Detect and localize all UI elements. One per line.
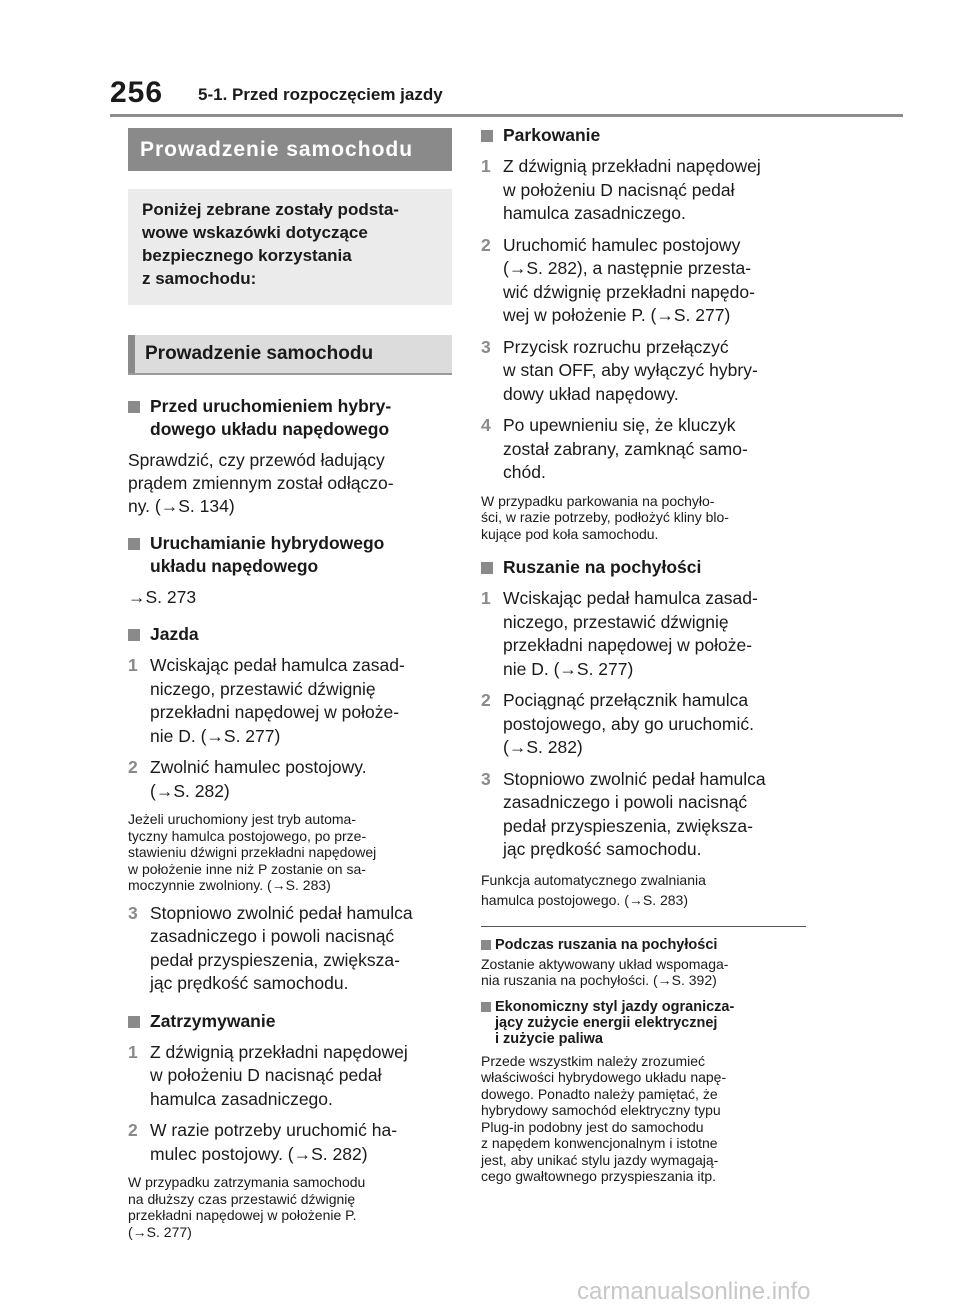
info-title: Podczas ruszania na pochyłości (495, 936, 718, 953)
square-bullet-icon (128, 1016, 140, 1028)
step-number: 2 (481, 234, 491, 255)
step-text: Po upewnieniu się, że kluczyk został zabrany, zamknąć samo- chód. (503, 415, 748, 482)
step-number: 3 (481, 768, 491, 789)
info-heading (481, 937, 806, 953)
step-number: 1 (481, 156, 491, 176)
step-item (128, 902, 452, 996)
subsection-heading: Prowadzenie samochodu (128, 335, 452, 373)
section-heading (128, 1010, 452, 1033)
step-number: 3 (481, 336, 491, 357)
step-number: 1 (128, 1041, 138, 1062)
left-column (128, 126, 452, 1240)
section-heading (128, 532, 452, 578)
intro-box: Poniżej zebrane zostały podsta- wowe wskazówki dotyczące bezpiecznego korzystania z samochodu: (128, 189, 452, 305)
step-text: Z dźwignią przekładni napędowej w położeniu D nacisnąć pedał hamulca zasadniczego. (503, 156, 761, 223)
subsection-divider (128, 373, 452, 375)
section-title: Jazda (150, 624, 199, 644)
page-number: 256 (110, 76, 164, 109)
info-text: Zostanie aktywowany układ wspomaga- nia ruszania na pochyłości. (→S. 392) (481, 955, 729, 988)
section-heading (128, 395, 452, 441)
step-number: 2 (128, 757, 138, 777)
header-divider (110, 114, 903, 117)
square-bullet-icon (481, 562, 493, 574)
step-text: Stopniowo zwolnić pedał hamulca zasadniczego i powoli nacisnąć pedał przyspieszenia, zwiększa- jąc prędkość samochodu. (150, 902, 413, 993)
square-bullet-icon (128, 538, 140, 550)
step-item (481, 414, 806, 485)
info-title: Ekonomiczny styl jazdy ogranicza- jący zużycie energii elektrycznej i zużycie paliwa (495, 998, 735, 1047)
note-text: W przypadku zatrzymania samochodu na dłuższy czas przestawić dźwignię przekładni napędowej w położenie P. (→S. 277) (128, 1174, 366, 1240)
step-item (481, 689, 806, 760)
step-item (481, 587, 806, 681)
section-title: Przed uruchomieniem hybry- dowego układu napędowego (150, 396, 392, 439)
step-text: Przycisk rozruchu przełączyć w stan OFF, aby wyłączyć hybry- dowy układ napędowy. (503, 336, 758, 404)
square-bullet-icon (481, 940, 491, 950)
section-heading (481, 556, 806, 579)
step-text: Pociągnąć przełącznik hamulca postojowego, aby go uruchomić. (→S. 282) (503, 690, 754, 757)
step-text: Z dźwignią przekładni napędowej w położeniu D nacisnąć pedał hamulca zasadniczego. (150, 1041, 408, 1109)
step-text: Stopniowo zwolnić pedał hamulca zasadniczego i powoli nacisnąć pedał przyspieszenia, zwiększa- jąc prędkość samochodu. (503, 768, 766, 859)
step-item (128, 654, 452, 748)
step-item (481, 768, 806, 862)
note-text: W przypadku parkowania na pochyło- ści, w razie potrzeby, podłożyć kliny blo- kujące pod koła samochodu. (481, 492, 729, 542)
page-reference: →S. 273 (128, 587, 197, 607)
step-item (481, 336, 806, 407)
step-text: Uruchomić hamulec postojowy (→S. 282), a następnie przesta- wić dźwignię przekładni napędo- wej w położenie P. (→S. 277) (503, 234, 755, 325)
step-number: 2 (128, 1120, 138, 1140)
step-number: 2 (481, 690, 491, 710)
step-text: W razie potrzeby uruchomić ha- mulec postojowy. (→S. 282) (150, 1120, 398, 1164)
note-text: Funkcja automatycznego zwalniania hamulca postojowego. (→S. 283) (481, 871, 706, 908)
right-column (481, 124, 806, 1185)
info-heading (481, 999, 806, 1047)
step-item (128, 1119, 452, 1166)
step-number: 1 (481, 588, 491, 608)
step-text: Wciskając pedał hamulca zasad- niczego, przestawić dźwignię przekładni napędowej w położe- nie D. (→S. 277) (503, 588, 758, 679)
note-text: Jeżeli uruchomiony jest tryb automa- tyczny hamulca postojowego, po prze- stawieniu dźwigni przekładni napędowej w położenie inne niż P zostanie on sa- moczynnie zwolniony. (→S. 283) (128, 811, 377, 893)
watermark-text: carmanualsonline.info (577, 1278, 811, 1305)
section-title: Parkowanie (503, 125, 601, 145)
square-bullet-icon (128, 629, 140, 641)
step-item (128, 756, 452, 803)
section-banner: Prowadzenie samochodu (128, 128, 452, 171)
step-item (481, 234, 806, 328)
step-text: Zwolnić hamulec postojowy. (→S. 282) (150, 757, 367, 801)
info-divider (481, 926, 806, 927)
section-heading (481, 124, 806, 147)
body-text: Sprawdzić, czy przewód ładujący prądem zmiennym został odłączo- ny. (→S. 134) (128, 450, 394, 516)
square-bullet-icon (481, 130, 493, 142)
section-title: Ruszanie na pochyłości (503, 557, 702, 577)
step-number: 3 (128, 902, 138, 923)
info-text: Przede wszystkim należy zrozumieć właściwości hybrydowego układu napę- dowego. Ponadto należy pamiętać, że hybrydowy samochód elektryczny typu Plug-in podobny jest do samochodu z napędem konwencjonalnym i istotne jest, aby unikać stylu jazdy wymagają- cego gwałtownego przyspieszania itp. (481, 1052, 727, 1184)
step-item (128, 1041, 452, 1112)
step-text: Wciskając pedał hamulca zasad- niczego, przestawić dźwignię przekładni napędowej w położe- nie D. (→S. 277) (150, 655, 405, 746)
section-heading (128, 623, 452, 646)
step-number: 4 (481, 415, 491, 435)
chapter-title: 5-1. Przed rozpoczęciem jazdy (198, 85, 443, 104)
section-title: Zatrzymywanie (150, 1010, 276, 1031)
section-title: Uruchamianie hybrydowego układu napędowego (150, 533, 385, 576)
step-item (481, 155, 806, 226)
step-number: 1 (128, 655, 138, 675)
square-bullet-icon (128, 401, 140, 413)
square-bullet-icon (481, 1002, 491, 1012)
